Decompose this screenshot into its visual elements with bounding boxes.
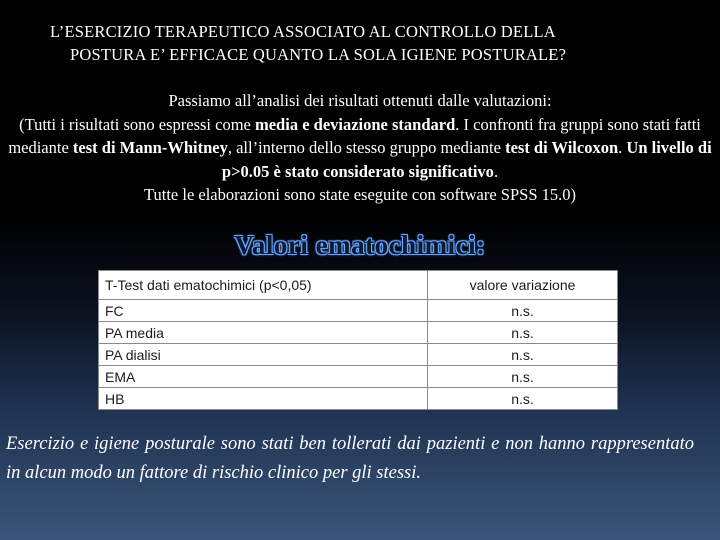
table-cell-parameter: PA dialisi — [99, 344, 428, 366]
table-header-test: T-Test dati ematochimici (p<0,05) — [99, 271, 428, 300]
conclusion-text: Esercizio e igiene posturale sono stati ben tollerati dai pazienti e non hanno rappresentato in alcun modo un fattore di rischio clinico per gli stessi. — [6, 434, 694, 483]
intro-bold-wilcoxon: test di Wilcoxon — [505, 138, 619, 157]
intro-bold-significance: Un livello di p>0.05 è stato considerato significativo — [221, 138, 712, 181]
table-cell-parameter: PA media — [99, 322, 428, 344]
table-cell-value: n.s. — [428, 366, 618, 388]
table-row — [99, 366, 618, 388]
title-line-1: L’ESERCIZIO TERAPEUTICO ASSOCIATO AL CONTROLLO DELLA — [50, 22, 556, 41]
table-row — [99, 300, 618, 322]
intro-bold-mann-whitney: test di Mann-Whitney — [72, 138, 228, 157]
table-header-row — [99, 271, 618, 300]
title-line-2: POSTURA E’ EFFICACE QUANTO LA SOLA IGIENE POSTURALE? — [70, 45, 567, 64]
table-cell-value: n.s. — [428, 344, 618, 366]
intro-text-part: . I confronti fra gruppi sono stati fatti mediante — [8, 114, 701, 157]
table-cell-parameter: EMA — [99, 366, 428, 388]
table-cell-value: n.s. — [428, 300, 618, 322]
table-cell-parameter: FC — [99, 300, 428, 322]
intro-line-1: Passiamo all’analisi dei risultati ottenuti dalle valutazioni: — [168, 91, 552, 110]
intro-line-last: Tutte le elaborazioni sono state eseguite con software SPSS 15.0) — [144, 185, 576, 204]
table-cell-value: n.s. — [428, 322, 618, 344]
intro-bold-mean-sd: media e deviazione standard — [254, 114, 456, 134]
intro-text-part: . — [493, 161, 499, 181]
table-cell-value: n.s. — [428, 388, 618, 410]
results-table — [98, 270, 618, 410]
table-row — [99, 344, 618, 366]
table-header-value: valore variazione — [428, 271, 618, 300]
table-row — [99, 322, 618, 344]
intro-text-part: . — [618, 138, 627, 157]
table-cell-parameter: HB — [99, 388, 428, 410]
intro-text — [6, 89, 714, 207]
section-title: Valori ematochimici: — [234, 230, 486, 260]
intro-text-part: (Tutti i risultati sono espressi come — [19, 114, 255, 134]
intro-text-part: , all’interno dello stesso gruppo mediante — [227, 138, 506, 157]
table-row — [99, 388, 618, 410]
